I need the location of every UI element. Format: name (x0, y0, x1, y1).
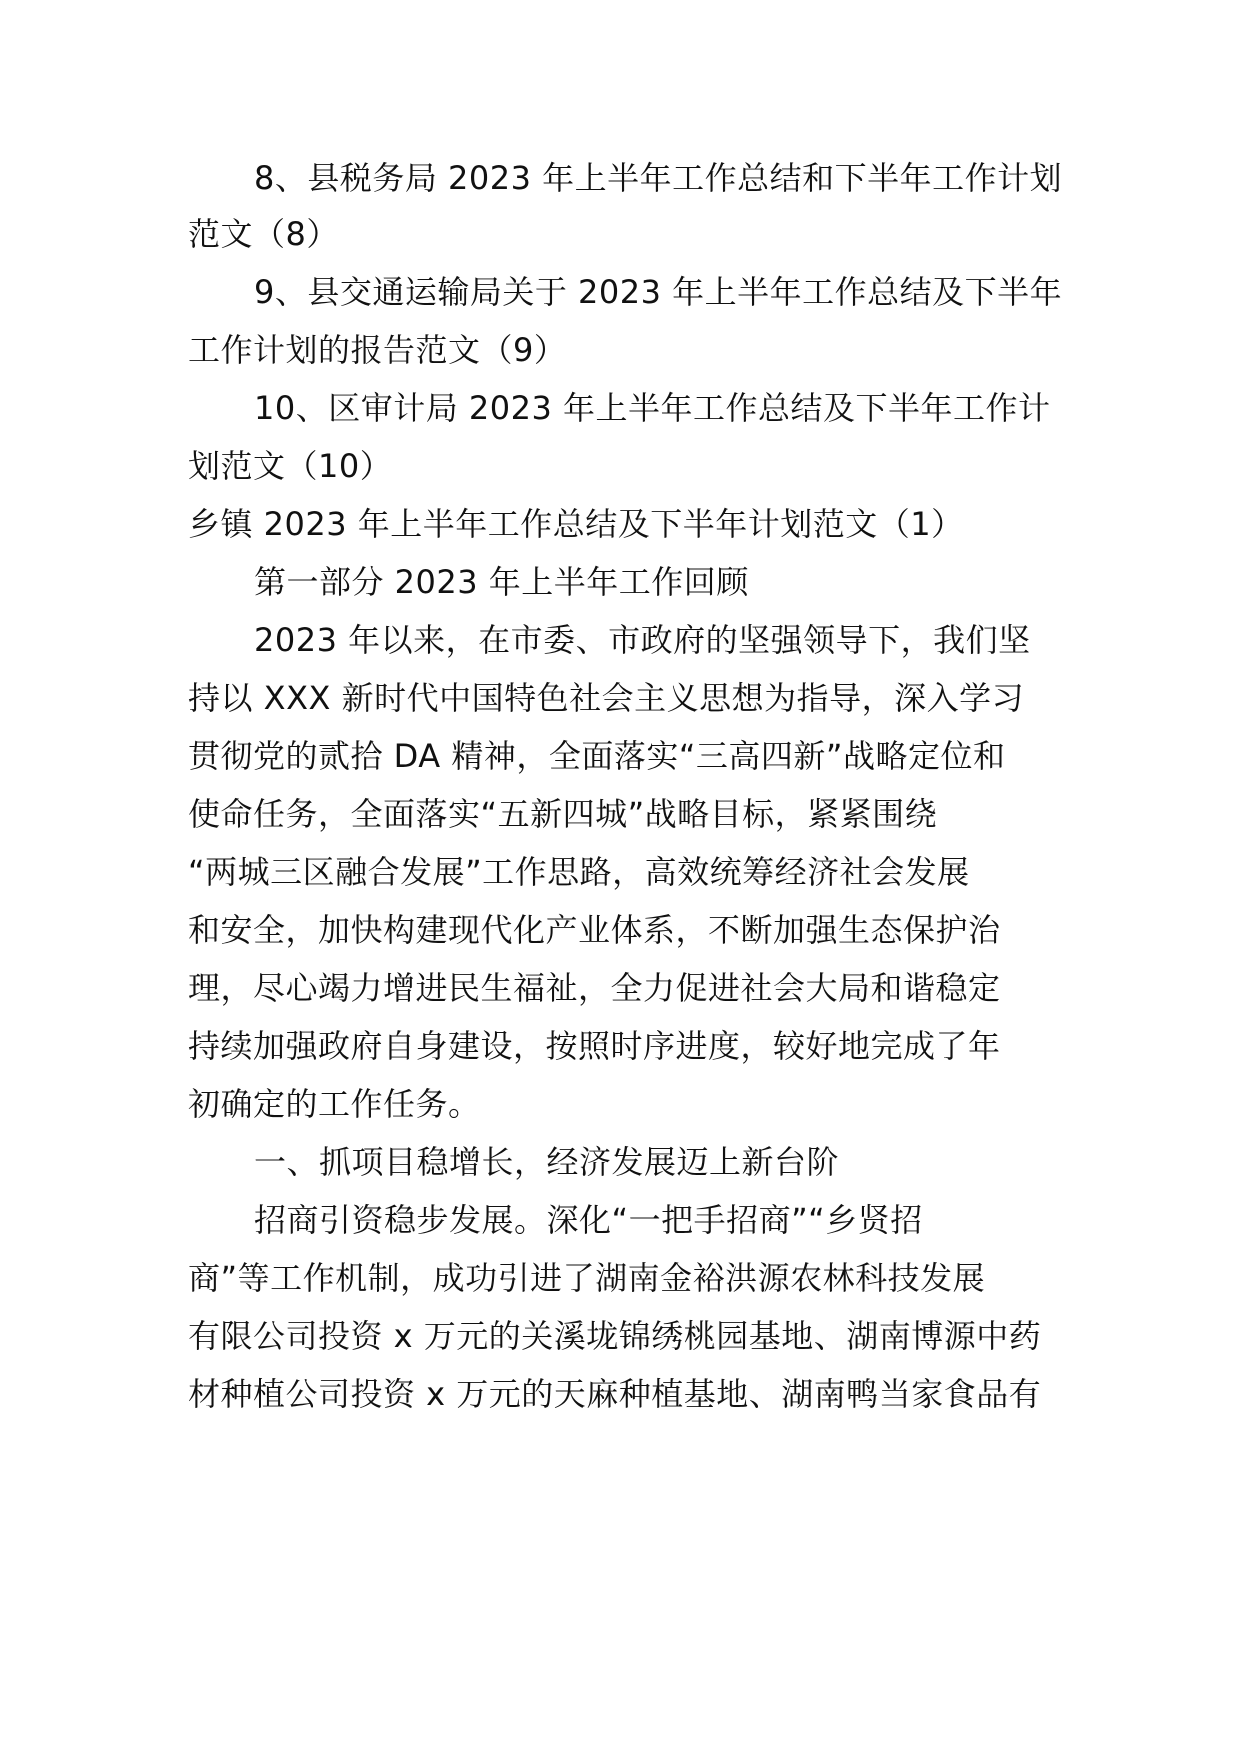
paragraph-1-line-8: 持续加强政府自身建设，按照时序进度，较好地完成了年 (188, 1027, 1001, 1065)
paragraph-2-line-4: 材种植公司投资 x 万元的天麻种植基地、湖南鸭当家食品有 (188, 1375, 1042, 1413)
section-heading-part-1: 第一部分 2023 年上半年工作回顾 (254, 563, 749, 601)
paragraph-1-line-9: 初确定的工作任务。 (188, 1085, 481, 1123)
toc-item-8-line-1: 8、县税务局 2023 年上半年工作总结和下半年工作计划 (254, 159, 1063, 197)
paragraph-1-line-7: 理，尽心竭力增进民生福祉，全力促进社会大局和谐稳定 (188, 969, 1001, 1007)
article-title: 乡镇 2023 年上半年工作总结及下半年计划范文（1） (188, 505, 964, 543)
paragraph-2-line-1: 招商引资稳步发展。深化“一把手招商”“乡贤招 (254, 1201, 923, 1239)
paragraph-1-line-6: 和安全，加快构建现代化产业体系，不断加强生态保护治 (188, 911, 1001, 949)
paragraph-1-line-2: 持以 XXX 新时代中国特色社会主义思想为指导，深入学习 (188, 679, 1025, 717)
paragraph-2-line-3: 有限公司投资 x 万元的关溪垅锦绣桃园基地、湖南博源中药 (188, 1317, 1042, 1355)
toc-item-9-line-2: 工作计划的报告范文（9） (188, 331, 567, 369)
toc-item-9-line-1: 9、县交通运输局关于 2023 年上半年工作总结及下半年 (254, 273, 1063, 311)
toc-item-8-line-2: 范文（8） (188, 215, 339, 253)
paragraph-1-line-4: 使命任务，全面落实“五新四城”战略目标，紧紧围绕 (188, 795, 938, 833)
paragraph-1-line-1: 2023 年以来，在市委、市政府的坚强领导下，我们坚 (254, 621, 1031, 659)
paragraph-1-line-3: 贯彻党的贰拾 DA 精神，全面落实“三高四新”战略定位和 (188, 737, 1006, 775)
toc-item-10-line-1: 10、区审计局 2023 年上半年工作总结及下半年工作计 (254, 389, 1051, 427)
toc-item-10-line-2: 划范文（10） (188, 447, 393, 485)
paragraph-2-line-2: 商”等工作机制，成功引进了湖南金裕洪源农林科技发展 (188, 1259, 986, 1297)
section-heading-1: 一、抓项目稳增长，经济发展迈上新台阶 (254, 1143, 840, 1181)
paragraph-1-line-5: “两城三区融合发展”工作思路，高效统筹经济社会发展 (188, 853, 970, 891)
